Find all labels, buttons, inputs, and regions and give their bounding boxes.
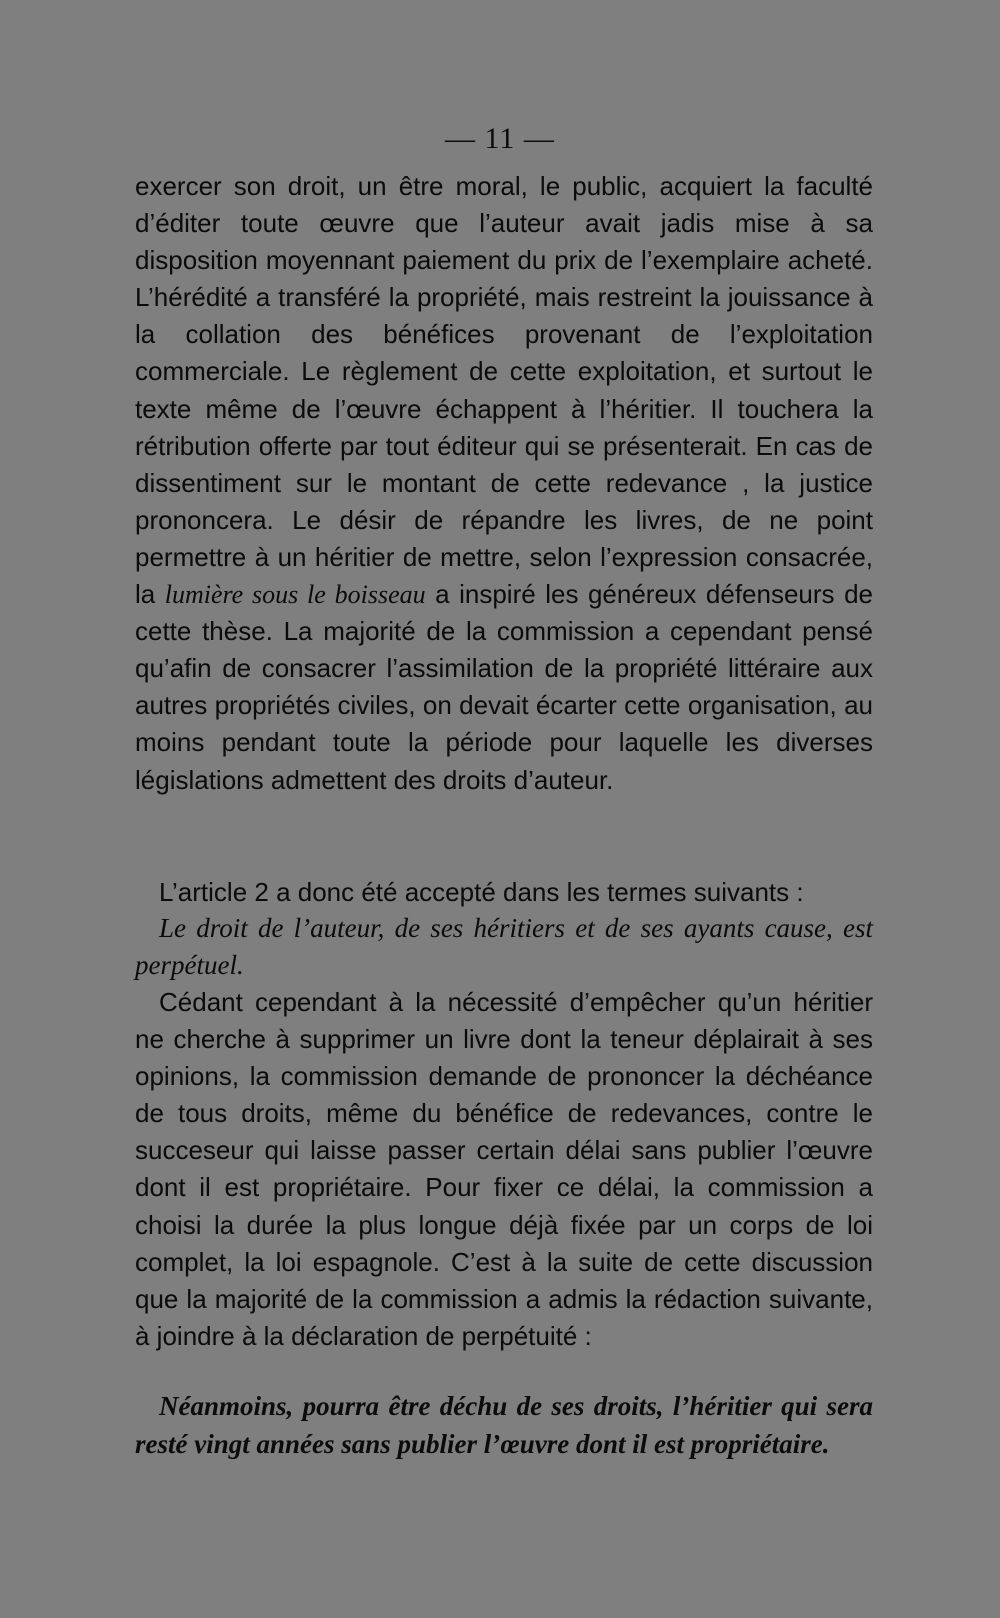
- paragraph-1-text-b: a inspiré les généreux défenseurs de cette thèse. La majorité de la commission a cependant pensé qu’afin de consacrer l’assimilation de la propriété littéraire aux autres propriétés civiles, on devait écarter cette organisation, au moins pendant toute la période pour laquelle les diverses législations admettent des droits d’auteur.: [135, 579, 873, 795]
- paragraph-1-text-a: exercer son droit, un être moral, le public, acquiert la faculté d’éditer toute œuvre que l’auteur avait jadis mise à sa disposition moyennant paiement du prix de l’exemplaire acheté. L’hérédité a transféré la propriété, mais restreint la jouissance à la collation des bénéfices provenant de l’exploitation commerciale. Le règlement de cette exploitation, et surtout le texte même de l’œuvre échappent à l’héritier. Il touchera la rétribution offerte par tout éditeur qui se présenterait. En cas de dissentiment sur le montant de cette redevance , la justice prononcera. Le désir de répandre les livres, de ne point permettre à un héritier de mettre, selon l’expression consacrée, la: [135, 171, 873, 610]
- paragraph-1: [135, 168, 873, 799]
- page-number: — 11 —: [445, 122, 555, 155]
- decheance-quote: Néanmoins, pourra être déchu de ses droits, l’héritier qui sera resté vingt années sans publier l’œuvre dont il est propriétaire.: [135, 1391, 873, 1459]
- article-2-quote: Le droit de l’auteur, de ses héritiers et de ses ayants cause, est perpétuel.: [135, 913, 873, 981]
- paragraph-4: Cédant cependant à la nécessité d’empêcher qu’un héritier ne cherche à supprimer un livre dont la teneur déplairait à ses opinions, la commission demande de prononcer la déchéance de tous droits, même du bénéfice de redevances, contre le succeseur qui laisse passer certain délai sans publier l’œuvre dont il est propriétaire. Pour fixer ce délai, la commission a choisi la durée la plus longue déjà fixée par un corps de loi complet, la loi espagnole. C’est à la suite de cette discussion que la majorité de la commission a admis la rédaction suivante, à joindre à la déclaration de perpétuité :: [135, 987, 873, 1351]
- paragraph-2: L’article 2 a donc été accepté dans les termes suivants :: [159, 877, 804, 907]
- paragraph-1-italic-phrase: lumière sous le boisseau: [164, 580, 426, 610]
